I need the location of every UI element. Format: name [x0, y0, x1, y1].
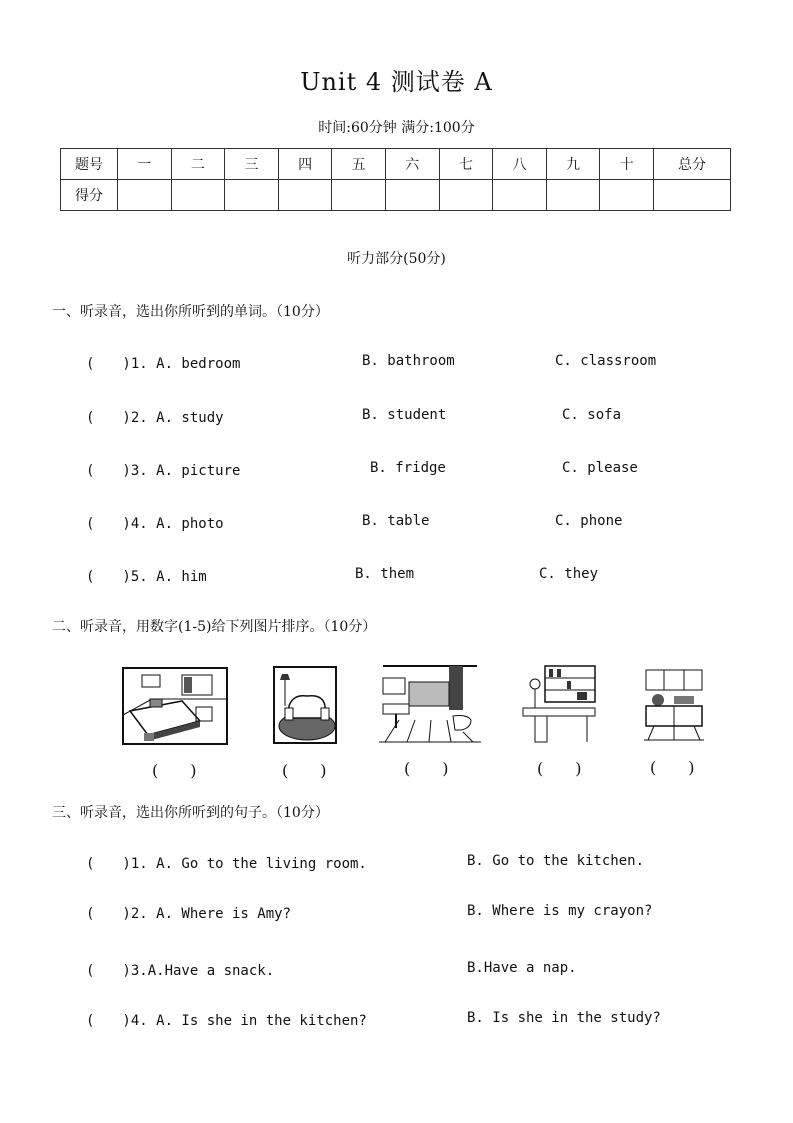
question-option-c[interactable]: C. they	[539, 566, 599, 582]
section3-heading: 三、听录音，选出你所听到的句子。（10分）	[52, 805, 329, 821]
score-input-cell[interactable]	[225, 180, 279, 211]
question-option-c[interactable]: C. please	[562, 460, 638, 476]
question-option-c[interactable]: C. classroom	[555, 353, 657, 369]
picture-answer-blank[interactable]: ( )	[650, 758, 695, 777]
bedroom-picture	[122, 667, 228, 747]
question-option-a[interactable]: ( )3. A. picture	[86, 463, 241, 479]
score-input-cell[interactable]	[171, 180, 225, 211]
exam-info: 时间:60分钟 满分:100分	[318, 120, 475, 136]
question-option-a[interactable]: ( )1. A. bedroom	[86, 356, 241, 372]
kitchen-picture	[644, 660, 704, 742]
living-room-picture	[273, 666, 337, 744]
table-cell: 总分	[654, 149, 731, 180]
score-input-cell[interactable]	[546, 180, 600, 211]
question-option-b[interactable]: B. table	[362, 513, 430, 529]
score-input-cell[interactable]	[493, 180, 547, 211]
score-table-score-row	[61, 180, 731, 211]
sentence-option-b[interactable]: B. Is she in the study?	[467, 1010, 661, 1026]
score-input-cell[interactable]	[385, 180, 439, 211]
score-table	[60, 148, 731, 211]
question-option-a[interactable]: ( )5. A. him	[86, 569, 207, 585]
score-input-cell[interactable]	[278, 180, 332, 211]
table-cell: 一	[118, 149, 172, 180]
table-cell: 十	[600, 149, 654, 180]
sentence-option-b[interactable]: B. Where is my crayon?	[467, 903, 653, 919]
sentence-option-b[interactable]: B. Go to the kitchen.	[467, 853, 645, 869]
question-option-b[interactable]: B. them	[355, 566, 415, 582]
section1-heading: 一、听录音，选出你所听到的单词。（10分）	[52, 304, 329, 320]
question-option-a[interactable]: ( )4. A. photo	[86, 516, 224, 532]
score-input-cell[interactable]	[118, 180, 172, 211]
table-cell: 题号	[61, 149, 118, 180]
sentence-option-b[interactable]: B.Have a nap.	[467, 960, 577, 976]
score-input-cell[interactable]	[654, 180, 731, 211]
table-cell: 五	[332, 149, 386, 180]
score-table-header-row	[61, 149, 731, 180]
picture-answer-blank[interactable]: ( )	[404, 759, 449, 778]
question-option-b[interactable]: B. bathroom	[362, 353, 455, 369]
question-option-b[interactable]: B. fridge	[370, 460, 446, 476]
picture-answer-blank[interactable]: ( )	[537, 759, 582, 778]
table-cell: 六	[385, 149, 439, 180]
sentence-option-a[interactable]: ( )4. A. Is she in the kitchen?	[86, 1013, 367, 1029]
score-input-cell[interactable]	[439, 180, 493, 211]
table-cell: 八	[493, 149, 547, 180]
table-cell: 四	[278, 149, 332, 180]
page-title: Unit 4 测试卷 A	[300, 68, 493, 96]
study-picture	[521, 664, 597, 744]
table-cell: 七	[439, 149, 493, 180]
sentence-option-a[interactable]: ( )3.A.Have a snack.	[86, 963, 275, 979]
question-option-c[interactable]: C. sofa	[562, 407, 622, 423]
picture-answer-blank[interactable]: ( )	[152, 761, 197, 780]
section2-heading: 二、听录音，用数字(1-5)给下列图片排序。（10分）	[52, 619, 377, 635]
question-option-a[interactable]: ( )2. A. study	[86, 410, 224, 426]
part-title: 听力部分(50分)	[347, 251, 446, 267]
sentence-option-a[interactable]: ( )2. A. Where is Amy?	[86, 906, 292, 922]
score-input-cell[interactable]	[332, 180, 386, 211]
score-input-cell[interactable]	[600, 180, 654, 211]
table-cell: 三	[225, 149, 279, 180]
question-option-c[interactable]: C. phone	[555, 513, 623, 529]
sentence-option-a[interactable]: ( )1. A. Go to the living room.	[86, 856, 367, 872]
picture-answer-blank[interactable]: ( )	[282, 761, 327, 780]
table-cell: 二	[171, 149, 225, 180]
question-option-b[interactable]: B. student	[362, 407, 447, 423]
table-cell: 得分	[61, 180, 118, 211]
bathroom-picture	[379, 660, 481, 744]
table-cell: 九	[546, 149, 600, 180]
